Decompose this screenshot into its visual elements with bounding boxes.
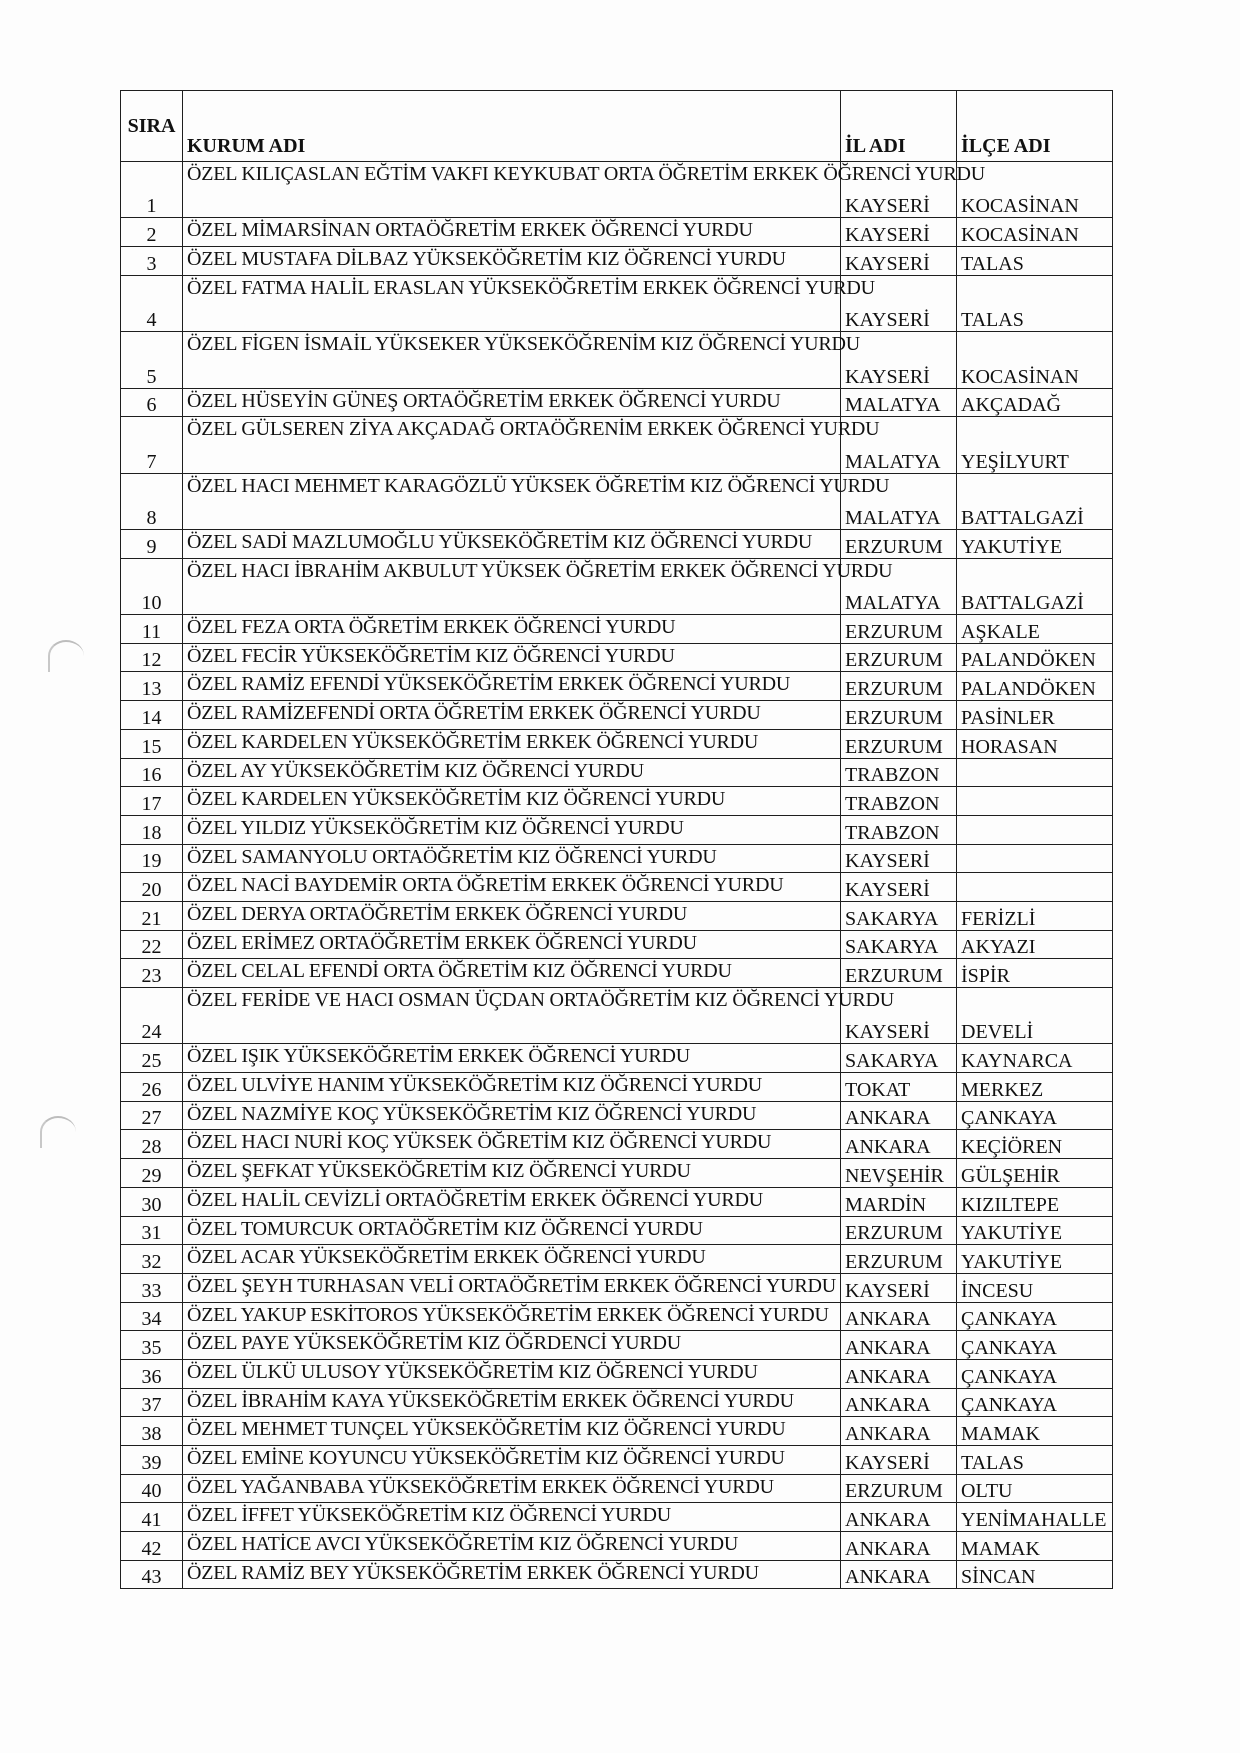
cell-il-adi: SAKARYA [841,901,957,930]
cell-ilce-adi: ÇANKAYA [957,1302,1113,1331]
cell-ilce-adi: YAKUTİYE [957,1216,1113,1245]
table-row [121,1216,1113,1245]
cell-kurum-adi: ÖZEL GÜLSEREN ZİYA AKÇADAĞ ORTAÖĞRENİM ERKEK ÖĞRENCİ YURDU [183,417,841,473]
table-row [121,388,1113,417]
cell-kurum-adi: ÖZEL İFFET YÜKSEKÖĞRETİM KIZ ÖĞRENCİ YURDU [183,1503,841,1532]
cell-ilce-adi: ÇANKAYA [957,1359,1113,1388]
cell-kurum-adi: ÖZEL ERİMEZ ORTAÖĞRETİM ERKEK ÖĞRENCİ YURDU [183,930,841,959]
table-row [121,1130,1113,1159]
cell-il-adi: KAYSERİ [841,332,957,388]
cell-ilce-adi: MAMAK [957,1532,1113,1561]
cell-kurum-adi: ÖZEL NAZMİYE KOÇ YÜKSEKÖĞRETİM KIZ ÖĞRENCİ YURDU [183,1101,841,1130]
cell-il-adi: TRABZON [841,758,957,787]
cell-sira: 31 [121,1216,183,1245]
dormitory-table [120,90,1113,1589]
cell-ilce-adi: KAYNARCA [957,1044,1113,1073]
table-row [121,247,1113,276]
cell-kurum-adi: ÖZEL YAKUP ESKİTOROS YÜKSEKÖĞRETİM ERKEK ÖĞRENCİ YURDU [183,1302,841,1331]
table-row [121,473,1113,529]
cell-kurum-adi: ÖZEL ÜLKÜ ULUSOY YÜKSEKÖĞRETİM KIZ ÖĞRENCİ YURDU [183,1359,841,1388]
cell-sira: 24 [121,988,183,1044]
cell-il-adi: MALATYA [841,558,957,614]
cell-sira: 23 [121,959,183,988]
cell-ilce-adi [957,844,1113,873]
cell-ilce-adi: DEVELİ [957,988,1113,1044]
cell-il-adi: KAYSERİ [841,1273,957,1302]
cell-ilce-adi: TALAS [957,275,1113,331]
cell-il-adi: MALATYA [841,417,957,473]
cell-il-adi: SAKARYA [841,930,957,959]
cell-kurum-adi: ÖZEL EMİNE KOYUNCU YÜKSEKÖĞRETİM KIZ ÖĞRENCİ YURDU [183,1446,841,1475]
cell-sira: 30 [121,1187,183,1216]
cell-il-adi: ERZURUM [841,729,957,758]
table-row [121,1474,1113,1503]
cell-kurum-adi: ÖZEL FEZA ORTA ÖĞRETİM ERKEK ÖĞRENCİ YURDU [183,615,841,644]
cell-ilce-adi: ÇANKAYA [957,1331,1113,1360]
table-row [121,275,1113,331]
cell-sira: 22 [121,930,183,959]
cell-kurum-adi: ÖZEL YILDIZ YÜKSEKÖĞRETİM KIZ ÖĞRENCİ YURDU [183,815,841,844]
table-row [121,959,1113,988]
cell-kurum-adi: ÖZEL IŞIK YÜKSEKÖĞRETİM ERKEK ÖĞRENCİ YURDU [183,1044,841,1073]
cell-il-adi: KAYSERİ [841,844,957,873]
cell-kurum-adi: ÖZEL MUSTAFA DİLBAZ YÜKSEKÖĞRETİM KIZ ÖĞRENCİ YURDU [183,247,841,276]
cell-kurum-adi: ÖZEL RAMİZ BEY YÜKSEKÖĞRETİM ERKEK ÖĞRENCİ YURDU [183,1560,841,1589]
cell-ilce-adi: PALANDÖKEN [957,643,1113,672]
cell-ilce-adi: YAKUTİYE [957,530,1113,559]
cell-sira: 10 [121,558,183,614]
cell-il-adi: ERZURUM [841,672,957,701]
cell-il-adi: SAKARYA [841,1044,957,1073]
table-row [121,844,1113,873]
cell-ilce-adi: MERKEZ [957,1073,1113,1102]
cell-il-adi: KAYSERİ [841,1446,957,1475]
cell-sira: 42 [121,1532,183,1561]
cell-kurum-adi: ÖZEL HACI İBRAHİM AKBULUT YÜKSEK ÖĞRETİM ERKEK ÖĞRENCİ YURDU [183,558,841,614]
table-row [121,332,1113,388]
header-il-adi: İL ADI [841,91,957,162]
table-row [121,873,1113,902]
cell-ilce-adi: İNCESU [957,1273,1113,1302]
cell-sira: 41 [121,1503,183,1532]
cell-ilce-adi: BATTALGAZİ [957,473,1113,529]
cell-sira: 1 [121,162,183,218]
cell-kurum-adi: ÖZEL ULVİYE HANIM YÜKSEKÖĞRETİM KIZ ÖĞRENCİ YURDU [183,1073,841,1102]
cell-ilce-adi: MAMAK [957,1417,1113,1446]
cell-kurum-adi: ÖZEL CELAL EFENDİ ORTA ÖĞRETİM KIZ ÖĞRENCİ YURDU [183,959,841,988]
cell-sira: 9 [121,530,183,559]
table-row [121,1503,1113,1532]
cell-ilce-adi: FERİZLİ [957,901,1113,930]
cell-sira: 37 [121,1388,183,1417]
cell-il-adi: ERZURUM [841,1245,957,1274]
cell-kurum-adi: ÖZEL AY YÜKSEKÖĞRETİM KIZ ÖĞRENCİ YURDU [183,758,841,787]
cell-kurum-adi: ÖZEL RAMİZ EFENDİ YÜKSEKÖĞRETİM ERKEK ÖĞRENCİ YURDU [183,672,841,701]
cell-sira: 40 [121,1474,183,1503]
table-row [121,1359,1113,1388]
table-row [121,672,1113,701]
cell-ilce-adi [957,873,1113,902]
cell-sira: 12 [121,643,183,672]
table-row [121,558,1113,614]
cell-ilce-adi: YEŞİLYURT [957,417,1113,473]
cell-kurum-adi: ÖZEL YAĞANBABA YÜKSEKÖĞRETİM ERKEK ÖĞRENCİ YURDU [183,1474,841,1503]
cell-il-adi: KAYSERİ [841,873,957,902]
table-row [121,1302,1113,1331]
cell-sira: 33 [121,1273,183,1302]
table-header-row [121,91,1113,162]
cell-il-adi: ANKARA [841,1130,957,1159]
cell-sira: 20 [121,873,183,902]
cell-ilce-adi [957,787,1113,816]
table-row [121,815,1113,844]
cell-sira: 6 [121,388,183,417]
cell-sira: 39 [121,1446,183,1475]
cell-ilce-adi: HORASAN [957,729,1113,758]
cell-kurum-adi: ÖZEL RAMİZEFENDİ ORTA ÖĞRETİM ERKEK ÖĞRENCİ YURDU [183,701,841,730]
cell-sira: 18 [121,815,183,844]
cell-ilce-adi: SİNCAN [957,1560,1113,1589]
table-row [121,1159,1113,1188]
table-row [121,218,1113,247]
cell-il-adi: ANKARA [841,1331,957,1360]
table-row [121,988,1113,1044]
cell-sira: 3 [121,247,183,276]
cell-sira: 21 [121,901,183,930]
cell-il-adi: KAYSERİ [841,218,957,247]
table-row [121,1273,1113,1302]
table-row [121,1245,1113,1274]
cell-sira: 43 [121,1560,183,1589]
table-row [121,530,1113,559]
cell-kurum-adi: ÖZEL KILIÇASLAN EĞTİM VAKFI KEYKUBAT ORTA ÖĞRETİM ERKEK ÖĞRENCİ YURDU [183,162,841,218]
cell-ilce-adi: KOCASİNAN [957,332,1113,388]
cell-il-adi: ANKARA [841,1359,957,1388]
punch-hole-mark [48,640,84,672]
cell-il-adi: ANKARA [841,1503,957,1532]
cell-il-adi: KAYSERİ [841,275,957,331]
cell-sira: 5 [121,332,183,388]
cell-kurum-adi: ÖZEL HACI MEHMET KARAGÖZLÜ YÜKSEK ÖĞRETİM KIZ ÖĞRENCİ YURDU [183,473,841,529]
cell-il-adi: TOKAT [841,1073,957,1102]
cell-kurum-adi: ÖZEL FECİR YÜKSEKÖĞRETİM KIZ ÖĞRENCİ YURDU [183,643,841,672]
cell-ilce-adi: KEÇİÖREN [957,1130,1113,1159]
cell-ilce-adi: PALANDÖKEN [957,672,1113,701]
cell-il-adi: ERZURUM [841,701,957,730]
table-row [121,787,1113,816]
cell-ilce-adi: KOCASİNAN [957,162,1113,218]
cell-sira: 17 [121,787,183,816]
cell-kurum-adi: ÖZEL HALİL CEVİZLİ ORTAÖĞRETİM ERKEK ÖĞRENCİ YURDU [183,1187,841,1216]
cell-kurum-adi: ÖZEL DERYA ORTAÖĞRETİM ERKEK ÖĞRENCİ YURDU [183,901,841,930]
table-row [121,1044,1113,1073]
cell-sira: 8 [121,473,183,529]
cell-il-adi: ERZURUM [841,530,957,559]
cell-il-adi: ANKARA [841,1417,957,1446]
table-row [121,758,1113,787]
cell-kurum-adi: ÖZEL MİMARSİNAN ORTAÖĞRETİM ERKEK ÖĞRENCİ YURDU [183,218,841,247]
cell-sira: 15 [121,729,183,758]
cell-sira: 16 [121,758,183,787]
cell-kurum-adi: ÖZEL FATMA HALİL ERASLAN YÜKSEKÖĞRETİM ERKEK ÖĞRENCİ YURDU [183,275,841,331]
cell-il-adi: NEVŞEHİR [841,1159,957,1188]
cell-ilce-adi: AŞKALE [957,615,1113,644]
table-row [121,1101,1113,1130]
table-row [121,615,1113,644]
cell-il-adi: ERZURUM [841,1474,957,1503]
cell-sira: 26 [121,1073,183,1102]
cell-il-adi: ERZURUM [841,615,957,644]
cell-kurum-adi: ÖZEL KARDELEN YÜKSEKÖĞRETİM ERKEK ÖĞRENCİ YURDU [183,729,841,758]
table-row [121,1532,1113,1561]
cell-sira: 32 [121,1245,183,1274]
cell-ilce-adi: PASİNLER [957,701,1113,730]
cell-kurum-adi: ÖZEL ACAR YÜKSEKÖĞRETİM ERKEK ÖĞRENCİ YURDU [183,1245,841,1274]
cell-ilce-adi: BATTALGAZİ [957,558,1113,614]
cell-il-adi: MALATYA [841,473,957,529]
table-row [121,1187,1113,1216]
cell-ilce-adi [957,758,1113,787]
cell-sira: 19 [121,844,183,873]
cell-sira: 25 [121,1044,183,1073]
cell-sira: 29 [121,1159,183,1188]
cell-kurum-adi: ÖZEL İBRAHİM KAYA YÜKSEKÖĞRETİM ERKEK ÖĞRENCİ YURDU [183,1388,841,1417]
cell-ilce-adi: KOCASİNAN [957,218,1113,247]
cell-il-adi: MARDİN [841,1187,957,1216]
cell-kurum-adi: ÖZEL KARDELEN YÜKSEKÖĞRETİM KIZ ÖĞRENCİ YURDU [183,787,841,816]
header-sira: SIRA [121,91,183,162]
cell-ilce-adi: TALAS [957,247,1113,276]
cell-ilce-adi: TALAS [957,1446,1113,1475]
cell-il-adi: KAYSERİ [841,988,957,1044]
table-row [121,729,1113,758]
cell-ilce-adi: ÇANKAYA [957,1388,1113,1417]
cell-il-adi: MALATYA [841,388,957,417]
cell-sira: 27 [121,1101,183,1130]
cell-il-adi: ANKARA [841,1560,957,1589]
table-row [121,1560,1113,1589]
cell-kurum-adi: ÖZEL FERİDE VE HACI OSMAN ÜÇDAN ORTAÖĞRETİM KIZ ÖĞRENCİ YURDU [183,988,841,1044]
cell-il-adi: ANKARA [841,1388,957,1417]
header-ilce-adi: İLÇE ADI [957,91,1113,162]
cell-il-adi: KAYSERİ [841,247,957,276]
cell-il-adi: KAYSERİ [841,162,957,218]
table-row [121,1331,1113,1360]
table-row [121,1073,1113,1102]
cell-il-adi: ERZURUM [841,1216,957,1245]
cell-kurum-adi: ÖZEL PAYE YÜKSEKÖĞRETİM KIZ ÖĞRDENCİ YURDU [183,1331,841,1360]
cell-sira: 11 [121,615,183,644]
cell-sira: 2 [121,218,183,247]
table-row [121,1446,1113,1475]
cell-sira: 13 [121,672,183,701]
header-kurum-adi: KURUM ADI [183,91,841,162]
cell-sira: 28 [121,1130,183,1159]
cell-ilce-adi: OLTU [957,1474,1113,1503]
cell-sira: 34 [121,1302,183,1331]
cell-ilce-adi: ÇANKAYA [957,1101,1113,1130]
cell-kurum-adi: ÖZEL MEHMET TUNÇEL YÜKSEKÖĞRETİM KIZ ÖĞRENCİ YURDU [183,1417,841,1446]
table-row [121,901,1113,930]
punch-hole-mark [40,1116,76,1148]
cell-sira: 35 [121,1331,183,1360]
cell-kurum-adi: ÖZEL SAMANYOLU ORTAÖĞRETİM KIZ ÖĞRENCİ YURDU [183,844,841,873]
cell-kurum-adi: ÖZEL NACİ BAYDEMİR ORTA ÖĞRETİM ERKEK ÖĞRENCİ YURDU [183,873,841,902]
cell-kurum-adi: ÖZEL SADİ MAZLUMOĞLU YÜKSEKÖĞRETİM KIZ ÖĞRENCİ YURDU [183,530,841,559]
cell-il-adi: TRABZON [841,815,957,844]
cell-il-adi: ERZURUM [841,643,957,672]
cell-ilce-adi: İSPİR [957,959,1113,988]
cell-ilce-adi: KIZILTEPE [957,1187,1113,1216]
cell-il-adi: ANKARA [841,1101,957,1130]
cell-ilce-adi: AKYAZI [957,930,1113,959]
cell-il-adi: ANKARA [841,1532,957,1561]
cell-sira: 38 [121,1417,183,1446]
cell-kurum-adi: ÖZEL HATİCE AVCI YÜKSEKÖĞRETİM KIZ ÖĞRENCİ YURDU [183,1532,841,1561]
cell-il-adi: ERZURUM [841,959,957,988]
table-row [121,930,1113,959]
cell-sira: 7 [121,417,183,473]
cell-kurum-adi: ÖZEL HÜSEYİN GÜNEŞ ORTAÖĞRETİM ERKEK ÖĞRENCİ YURDU [183,388,841,417]
table-row [121,701,1113,730]
cell-kurum-adi: ÖZEL FİGEN İSMAİL YÜKSEKER YÜKSEKÖĞRENİM KIZ ÖĞRENCİ YURDU [183,332,841,388]
cell-il-adi: TRABZON [841,787,957,816]
cell-sira: 36 [121,1359,183,1388]
table-row [121,643,1113,672]
cell-kurum-adi: ÖZEL ŞEYH TURHASAN VELİ ORTAÖĞRETİM ERKEK ÖĞRENCİ YURDU [183,1273,841,1302]
cell-kurum-adi: ÖZEL HACI NURİ KOÇ YÜKSEK ÖĞRETİM KIZ ÖĞRENCİ YURDU [183,1130,841,1159]
cell-ilce-adi [957,815,1113,844]
cell-sira: 4 [121,275,183,331]
table-row [121,417,1113,473]
cell-sira: 14 [121,701,183,730]
table-row [121,1417,1113,1446]
cell-ilce-adi: YAKUTİYE [957,1245,1113,1274]
table-row [121,1388,1113,1417]
cell-kurum-adi: ÖZEL ŞEFKAT YÜKSEKÖĞRETİM KIZ ÖĞRENCİ YURDU [183,1159,841,1188]
cell-il-adi: ANKARA [841,1302,957,1331]
table-body [121,162,1113,1589]
cell-ilce-adi: AKÇADAĞ [957,388,1113,417]
cell-kurum-adi: ÖZEL TOMURCUK ORTAÖĞRETİM KIZ ÖĞRENCİ YURDU [183,1216,841,1245]
cell-ilce-adi: YENİMAHALLE [957,1503,1113,1532]
cell-ilce-adi: GÜLŞEHİR [957,1159,1113,1188]
table-row [121,162,1113,218]
